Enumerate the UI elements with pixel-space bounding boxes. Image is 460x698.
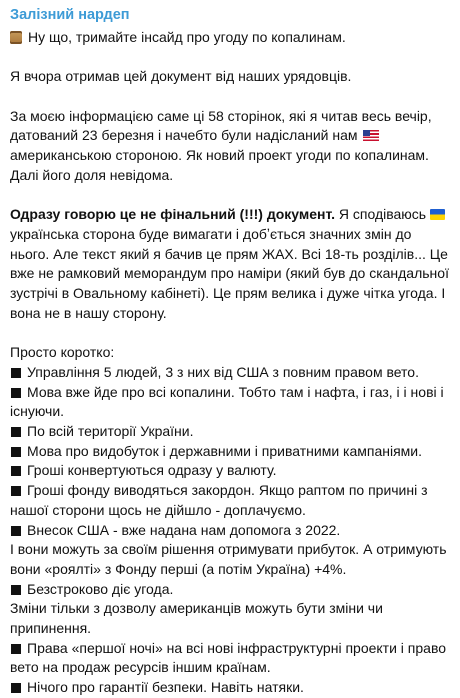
- bullet-8-text: Безстроково діє угода.: [27, 580, 174, 597]
- text-1: І вони можуть за своїм рішення отримувати прибуток. А отримують вони «роялті» з Фонду перші (а потім Україна) +4%.: [10, 541, 447, 577]
- bullet-1: [10, 363, 450, 383]
- intro-line: [10, 28, 450, 48]
- paragraph-3-a: Я сподіваюсь: [335, 206, 427, 223]
- us-flag-icon: [363, 130, 379, 141]
- bullet-8: [10, 580, 450, 600]
- bullet-10-text: Нічого про гарантії безпеки. Навіть натяки.: [27, 679, 304, 696]
- bullet-6: [10, 481, 450, 520]
- paragraph-2: [10, 107, 450, 186]
- text-2: Зміни тільки з дозволу американців можуть бути зміни чи припинення.: [10, 600, 383, 637]
- black-square-icon: [11, 466, 21, 476]
- black-square-icon: [11, 486, 21, 496]
- bullet-1-text: Управління 5 людей, 3 з них від США з повним правом вето.: [27, 363, 419, 380]
- bullet-4-text: Мова про видобуток і державними і приватними кампаніями.: [27, 442, 423, 459]
- bullet-7-text: Внесок США - вже надана нам допомога з 2022.: [27, 521, 341, 538]
- channel-name[interactable]: Залізний нардеп: [10, 7, 130, 23]
- black-square-icon: [11, 683, 21, 693]
- bullet-3-text: По всій території України.: [27, 423, 194, 439]
- paragraph-2-a: За моєю інформацією саме ці 58 сторінок, які я читав весь вечір, датований 23 березня і начебто були надісланий нам: [10, 107, 432, 144]
- black-square-icon: [11, 526, 21, 536]
- black-square-icon: [11, 447, 21, 457]
- bullet-9: [10, 639, 450, 678]
- black-square-icon: [11, 427, 21, 437]
- bullet-5: [10, 461, 450, 481]
- bullet-7: [10, 521, 450, 541]
- paragraph-3: [10, 205, 450, 323]
- bullet-6-text: Гроші фонду виводяться закордон. Якщо раптом по причині з нашої сторони щось не дійшло - доплачуємо.: [10, 482, 428, 518]
- bullet-2: [10, 383, 450, 422]
- bullet-4: [10, 442, 450, 462]
- paragraph-1: Я вчора отримав цей документ від наших урядовців.: [10, 68, 352, 85]
- post-text: [10, 28, 450, 698]
- black-square-icon: [11, 644, 21, 654]
- bullet-9-text: Права «першої ночі» на всі нові інфраструктурні проекти і право вето на продаж ресурсів іншим країнам.: [10, 639, 447, 676]
- intro-text: Ну що, тримайте інсайд про угоду по копалинам.: [28, 29, 346, 45]
- paragraph-2-b: американською стороною. Як новий проект угоди по копалинам. Далі його доля невідома.: [10, 147, 429, 183]
- scroll-icon: [10, 31, 22, 44]
- black-square-icon: [11, 368, 21, 378]
- paragraph-3-bold: Одразу говорю це не фінальний (!!!) документ.: [10, 206, 336, 223]
- ua-flag-icon: [430, 209, 445, 220]
- paragraph-3-b: українська сторона буде вимагати і добʼється значних змін до нього. Але текст який я бачив це прям ЖАХ. Всі 18-ть розділів... Це вже не рамковий меморандум про наміри (який був до скандальної зустрічі в Овальному кабінеті). Це прям велика і дуже чітка угода. І вона не в нашу сторону.: [10, 225, 449, 321]
- black-square-icon: [11, 388, 21, 398]
- summary-title: Просто коротко:: [10, 344, 115, 361]
- bullet-3: [10, 422, 450, 442]
- bullet-10: [10, 678, 450, 698]
- black-square-icon: [11, 585, 21, 595]
- bullet-2-text: Мова вже йде про всі копалини. Тобто там і нафта, і газ, і і нові і існуючи.: [10, 383, 444, 420]
- bullet-5-text: Гроші конвертуються одразу у валюту.: [27, 462, 277, 479]
